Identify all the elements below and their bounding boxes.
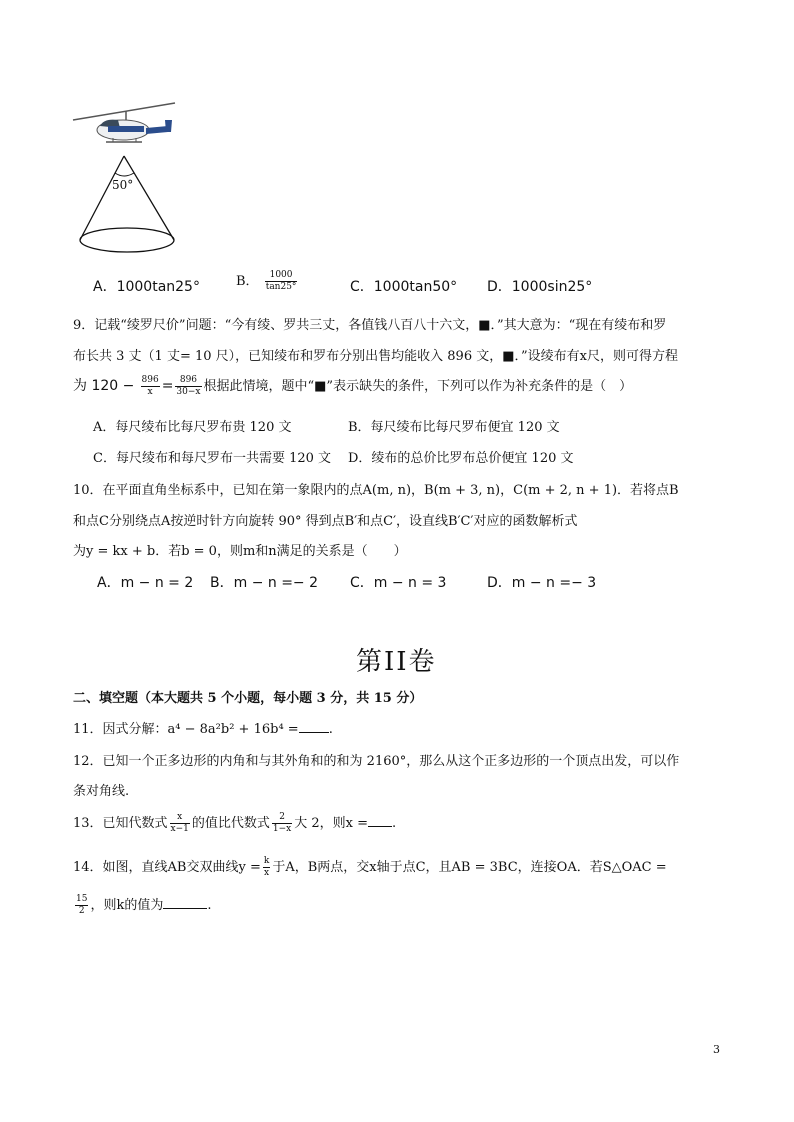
q14-k-fraction: $\frac{k}{x}$ bbox=[263, 856, 270, 878]
q9-line2: 布长共 3 丈（1 丈= 10 尺），已知绫布和罗布分别出售均能收入 896 文，■．”设绫布有x尺，则可得方程 bbox=[73, 349, 678, 364]
q11-answer-blank[interactable] bbox=[299, 720, 329, 733]
q8-option-c: C．1000tan50° bbox=[350, 279, 458, 295]
q9-fraction-2: $\frac{896}{30-x}$ bbox=[176, 375, 201, 397]
q11: 11．因式分解：a⁴ − 8a²b² + 16b⁴ = . bbox=[73, 722, 333, 737]
q10-option-d: D．m − n =− 3 bbox=[487, 575, 597, 591]
section-title: 第II卷 bbox=[356, 647, 437, 677]
q8-option-b bbox=[236, 270, 299, 293]
q9-option-a: A．每尺绫布比每尺罗布贵 120 文 bbox=[93, 420, 292, 435]
q8-option-a: A．1000tan25° bbox=[93, 279, 200, 295]
angle-label: 50° bbox=[112, 178, 134, 192]
q10-option-b: B．m − n =− 2 bbox=[210, 575, 319, 591]
q10-line2: 和点C分别绕点A按逆时针方向旋转 90° 得到点B′和点C′，设直线B′C′对应的函数解析式 bbox=[73, 514, 578, 529]
q9-option-c: C．每尺绫布和每尺罗布一共需要 120 文 bbox=[93, 451, 332, 466]
q13-answer-blank[interactable] bbox=[368, 814, 392, 827]
q13: 13．已知代数式 $\frac{x}{x-1}$ 的值比代数式 $\frac{2}{1-x}$ 大 2，则x = . bbox=[73, 812, 397, 834]
q14-line2: $\frac{15}{2}$ ，则k的值为 . bbox=[76, 894, 212, 916]
q8-option-b-prefix: B． bbox=[236, 274, 259, 289]
q13-fraction-2: $\frac{2}{1-x}$ bbox=[272, 812, 292, 834]
q8-option-d: D．1000sin25° bbox=[487, 279, 593, 295]
q10-option-a: A．m − n = 2 bbox=[97, 575, 194, 591]
q9-option-b: B．每尺绫布比每尺罗布便宜 120 文 bbox=[348, 420, 560, 435]
section-heading: 二、填空题（本大题共 5 个小题，每小题 3 分，共 15 分） bbox=[73, 691, 423, 706]
q8-option-b-fraction: $\frac{1000}{\tan 25^\circ}$ bbox=[265, 270, 297, 292]
q9-option-d: D．绫布的总价比罗布总价便宜 120 文 bbox=[348, 451, 574, 466]
q12-line2: 条对角线. bbox=[73, 784, 130, 799]
helicopter-cone-figure bbox=[68, 98, 183, 258]
q9-line3: 为 120 − $\frac{896}{x}$ = $\frac{896}{30-x}$ 根据此情境，题中“■”表示缺失的条件，下列可以作为补充条件的是（ ） bbox=[73, 375, 633, 397]
q14-answer-blank[interactable] bbox=[163, 896, 207, 909]
q13-fraction-1: $\frac{x}{x-1}$ bbox=[170, 812, 189, 834]
q10-line3: 为y = kx + b．若b = 0，则m和n满足的关系是（ ） bbox=[73, 544, 407, 559]
q14-line1: 14．如图，直线AB交双曲线y = $\frac{k}{x}$ 于A，B两点，交x轴于点C，且AB = 3BC，连接OA．若S△OAC = bbox=[73, 856, 667, 878]
q12-line1: 12．已知一个正多边形的内角和与其外角和的和为 2160°，那么从这个正多边形的一个顶点出发，可以作 bbox=[73, 754, 680, 769]
page-number: 3 bbox=[713, 1043, 720, 1056]
q9-fraction-1: $\frac{896}{x}$ bbox=[141, 375, 159, 397]
q9-line1: 9．记载“绫罗尺价”问题：“今有绫、罗共三丈，各值钱八百八十六文，■．”其大意为：“现在有绫布和罗 bbox=[73, 318, 667, 333]
q10-line1: 10．在平面直角坐标系中，已知在第一象限内的点A(m, n)，B(m + 3, n)，C(m + 2, n + 1)．若将点B bbox=[73, 483, 679, 498]
q14-area-fraction: $\frac{15}{2}$ bbox=[76, 894, 88, 916]
q10-option-c: C．m − n = 3 bbox=[350, 575, 447, 591]
